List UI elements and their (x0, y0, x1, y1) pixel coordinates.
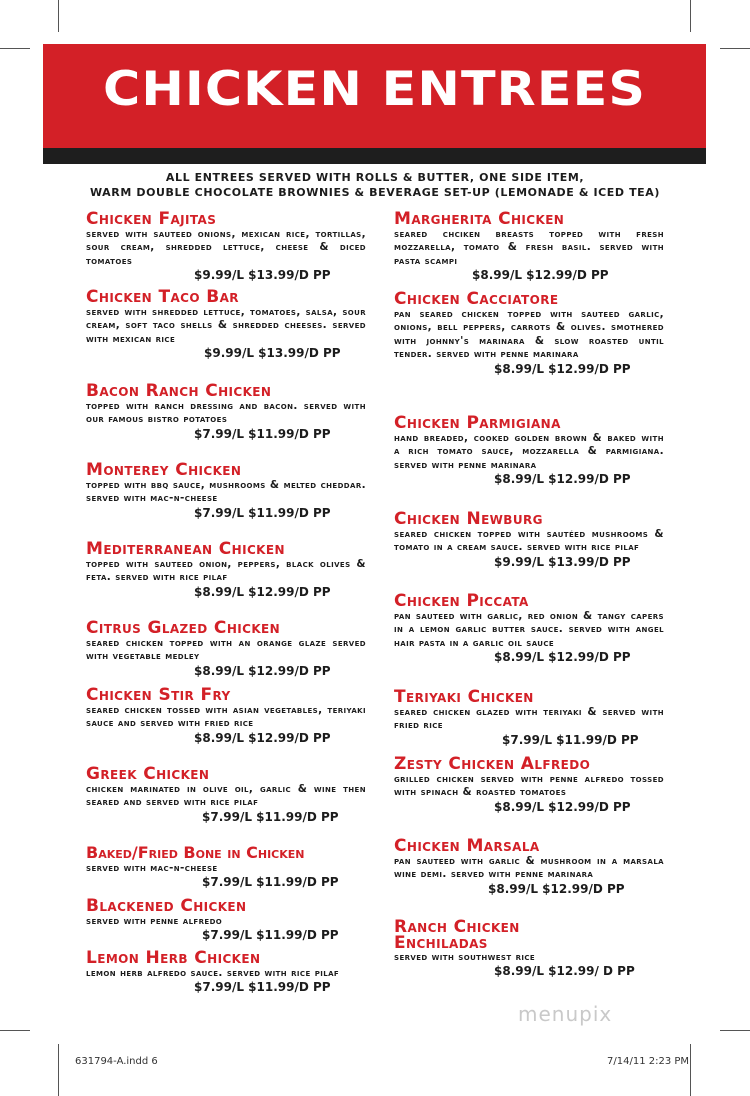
item-name: Lemon Herb Chicken (86, 948, 261, 968)
menu-item (86, 949, 366, 1015)
item-price: $9.99/L $13.99/D PP (194, 268, 331, 283)
header-banner (43, 44, 706, 164)
crop-mark (690, 0, 691, 32)
item-name: Mediterranean Chicken (86, 539, 285, 559)
menu-item (86, 382, 366, 461)
item-name: Greek Chicken (86, 764, 210, 784)
menu-item (394, 210, 664, 290)
item-name: Chicken Parmigiana (394, 413, 561, 433)
intro-line-2: WARM DOUBLE CHOCOLATE BROWNIES & BEVERAGE SET-UP (LEMONADE & ICED TEA) (89, 186, 661, 199)
menu-item (86, 461, 366, 540)
item-name: Ranch Chicken Enchiladas (394, 917, 520, 953)
intro-text (60, 170, 690, 200)
item-description: pan seared chicken topped with sauteed garlic, onions, bell peppers, carrots & olives. smothered with johnny's marinara & slow roasted until tender. served with penne marinara (394, 308, 664, 361)
item-price: $8.99/L $12.99/D PP (194, 730, 331, 745)
item-description: pan sauteed with garlic & mushroom in a marsala wine demi. served with penne marinara (394, 855, 664, 881)
item-description: seared chicken glazed with teriyaki & served with fried rice (394, 706, 664, 732)
right-menu-column (394, 210, 664, 985)
item-price: $7.99/L $11.99/D PP (202, 928, 339, 943)
menu-item (86, 765, 366, 844)
menu-item (86, 844, 366, 897)
page-title: CHICKEN ENTREES (102, 62, 647, 117)
item-description: lemon herb alfredo sauce. served with rice pilaf (86, 967, 340, 979)
item-name: Chicken Piccata (394, 591, 529, 611)
item-name: Chicken Marsala (394, 836, 540, 856)
item-price: $8.99/L $12.99/D PP (494, 361, 631, 376)
item-name: Baked/Fried Bone in Chicken (86, 843, 305, 862)
crop-mark (720, 48, 750, 49)
item-price: $8.99/L $12.99/D PP (194, 663, 331, 678)
item-description: grilled chicken served with penne alfredo tossed with spinach & roasted tomatoes (394, 773, 664, 799)
crop-mark (58, 0, 59, 32)
crop-mark (0, 48, 30, 49)
item-name: Margherita Chicken (394, 209, 565, 229)
crop-mark (690, 1044, 691, 1096)
item-price: $8.99/L $12.99/D PP (472, 268, 609, 283)
item-name: Chicken Stir Fry (86, 685, 231, 705)
menu-item (394, 688, 664, 755)
item-description: seared chicken topped with sautéed mushrooms & tomato in a cream sauce. served with rice pilaf (394, 528, 664, 554)
item-description: topped with sauteed onion, peppers, black olives & feta. served with rice pilaf (86, 558, 366, 584)
item-price: $8.99/L $12.99/D PP (494, 799, 631, 814)
menu-item (86, 540, 366, 619)
item-description: topped with bbq sauce, mushrooms & melted cheddar. served with mac-n-cheese (86, 479, 366, 505)
menu-item (394, 592, 664, 688)
left-menu-column (86, 210, 366, 1015)
menu-item (394, 755, 664, 837)
item-name: Chicken Fajitas (86, 209, 217, 229)
menu-item (86, 686, 366, 765)
item-price: $9.99/L $13.99/D PP (204, 346, 341, 361)
watermark: menupix (518, 1002, 613, 1026)
menu-item (394, 290, 664, 414)
item-price: $9.99/L $13.99/D PP (494, 554, 631, 569)
item-description: served with sauteed onions, mexican rice, tortillas, sour cream, shredded lettuce, cheese & diced tomatoes (86, 228, 366, 267)
menu-item (394, 414, 664, 510)
crop-mark (58, 1044, 59, 1096)
menu-item (394, 510, 664, 592)
item-price: $8.99/L $12.99/D PP (494, 650, 631, 665)
item-price: $7.99/L $11.99/D PP (194, 980, 331, 995)
item-name: Monterey Chicken (86, 460, 242, 480)
crop-mark (0, 1030, 30, 1031)
item-price: $7.99/L $11.99/D PP (502, 732, 639, 747)
footer-timestamp: 7/14/11 2:23 PM (607, 1056, 690, 1067)
item-description: served with penne alfredo (86, 915, 223, 927)
item-description: seared chicken tossed with asian vegetables, teriyaki sauce and served with fried rice (86, 704, 366, 730)
crop-mark (720, 1030, 750, 1031)
item-price: $8.99/L $12.99/D PP (488, 881, 625, 896)
item-description: topped with ranch dressing and bacon. served with our famous bistro potatoes (86, 400, 366, 426)
item-description: chicken marinated in olive oil, garlic & wine then seared and served with rice pilaf (86, 783, 366, 809)
item-price: $8.99/L $12.99/D PP (494, 472, 631, 487)
menu-item (86, 897, 366, 949)
item-name: Bacon Ranch Chicken (86, 381, 272, 401)
item-name: Teriyaki Chicken (394, 687, 534, 707)
item-name: Chicken Newburg (394, 509, 543, 529)
item-description: served with southwest rice (394, 951, 536, 963)
menu-item (86, 288, 366, 382)
item-description: served with mac-n-cheese (86, 862, 218, 874)
item-description: served with shredded lettuce, tomatoes, salsa, sour cream, soft taco shells & shredded cheeses. served with mexican rice (86, 306, 366, 345)
item-name: Blackened Chicken (86, 896, 247, 916)
item-name: Chicken Taco Bar (86, 287, 239, 307)
menu-item (86, 619, 366, 686)
item-price: $8.99/L $12.99/D PP (194, 584, 331, 599)
item-name: Citrus Glazed Chicken (86, 618, 281, 638)
intro-line-1: ALL ENTREES SERVED WITH ROLLS & BUTTER, ONE SIDE ITEM, (165, 171, 585, 184)
item-name: Zesty Chicken Alfredo (394, 754, 591, 774)
item-description: seared chciken breasts topped with fresh mozzarella, tomato & fresh basil. served with pasta scampi (394, 228, 664, 267)
menu-item (394, 837, 664, 919)
item-name: Chicken Cacciatore (394, 289, 559, 309)
footer-file-name: 631794-A.indd 6 (75, 1056, 158, 1067)
item-description: seared chicken topped with an orange glaze served with vegetable medley (86, 637, 366, 663)
menu-item (86, 210, 366, 288)
item-price: $7.99/L $11.99/D PP (202, 875, 339, 890)
item-description: pan sauteed with garlic, red onion & tangy capers in a lemon garlic butter sauce. served with angel hair pasta in a garlic oil sauce (394, 610, 664, 649)
menu-item (394, 919, 664, 985)
item-price: $7.99/L $11.99/D PP (202, 809, 339, 824)
item-price: $7.99/L $11.99/D PP (194, 505, 331, 520)
item-price: $8.99/L $12.99/ D PP (494, 964, 635, 979)
item-price: $7.99/L $11.99/D PP (194, 426, 331, 441)
item-description: hand breaded, cooked golden brown & baked with a rich tomato sauce, mozzarella & parmigiana. served with penne marinara (394, 432, 664, 471)
